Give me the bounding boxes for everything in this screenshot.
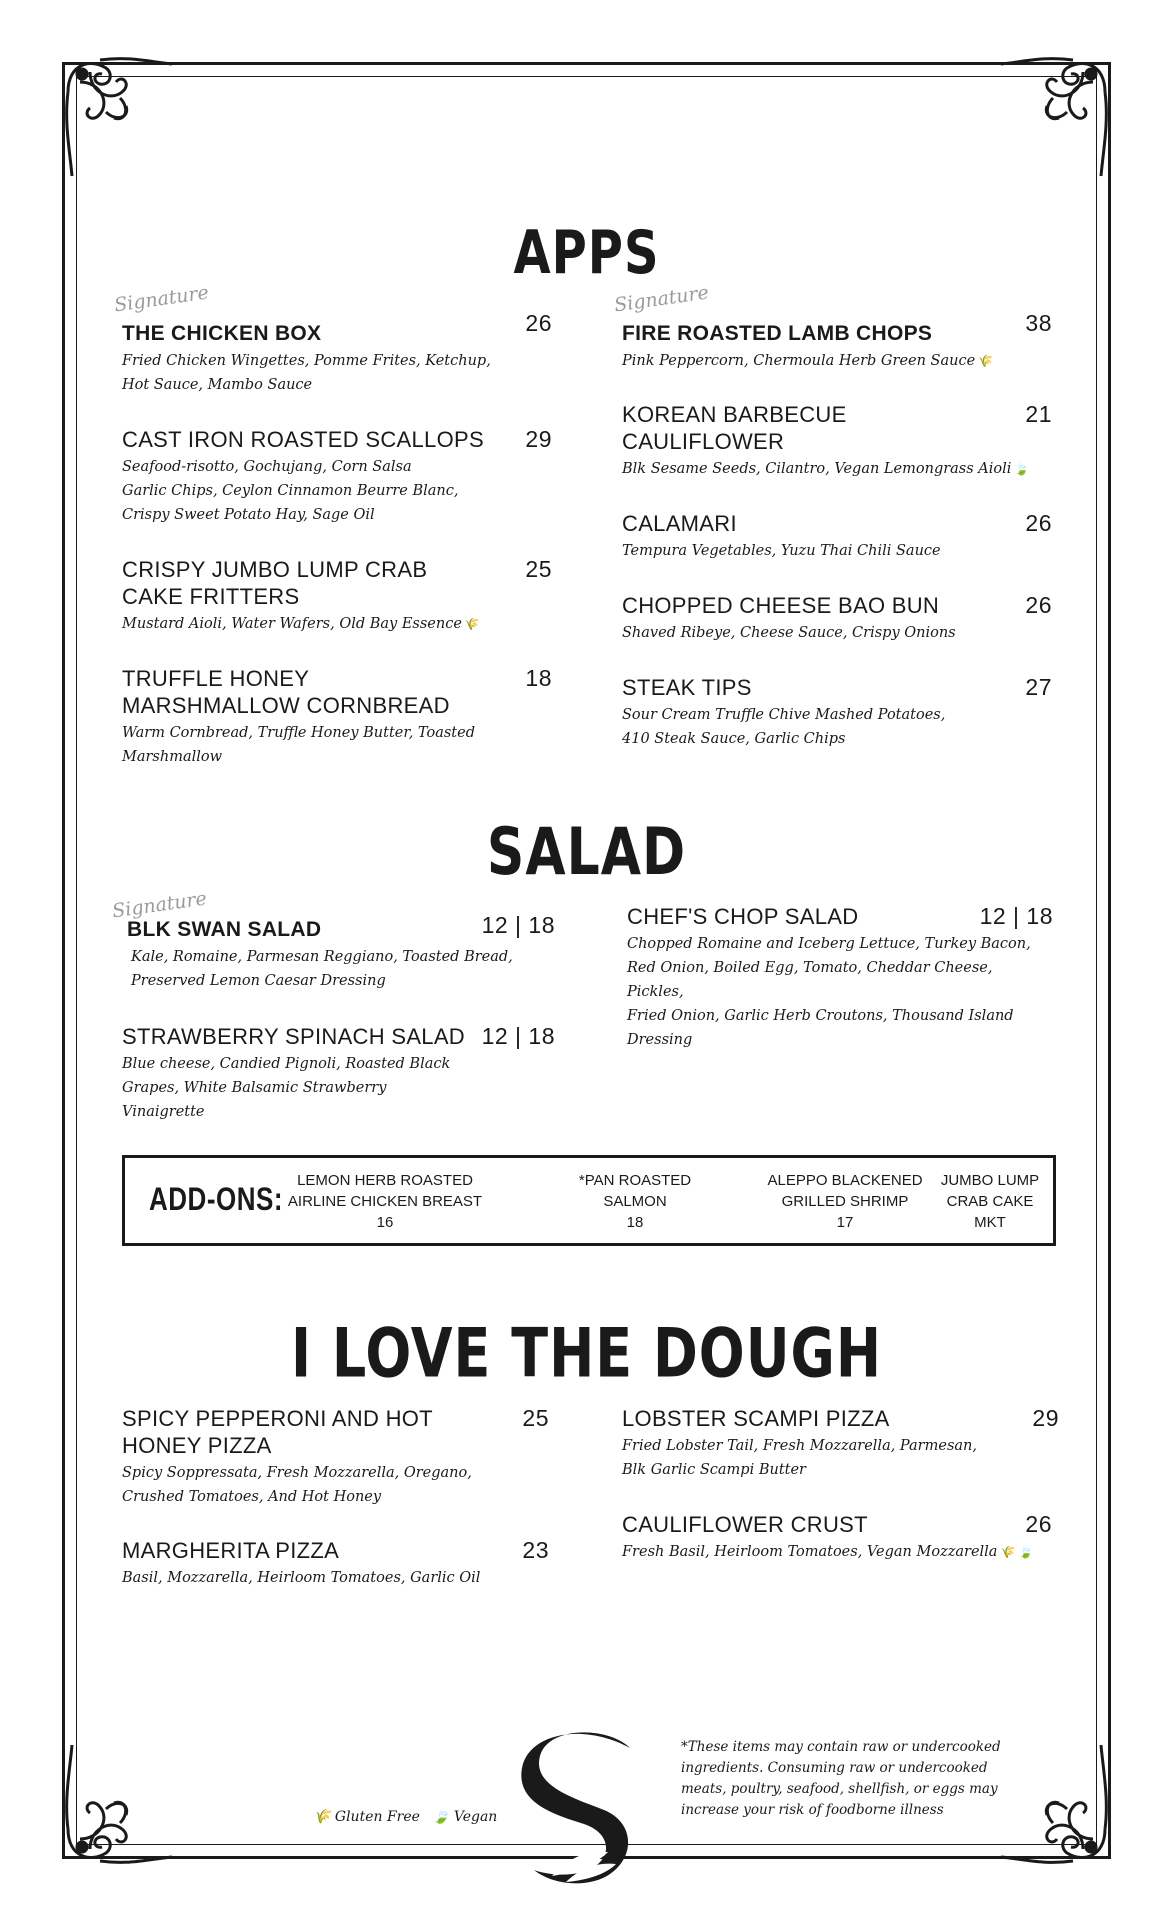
item-description: Tempura Vegetables, Yuzu Thai Chili Sauce: [622, 543, 941, 559]
leaf-icon: 🍃: [1018, 1545, 1034, 1559]
leaf-icon: 🍃: [1014, 462, 1030, 476]
item-description: Mustard Aioli, Water Wafers, Old Bay Essence 🌾: [122, 616, 480, 632]
wheat-icon: 🌾: [978, 354, 994, 368]
menu-item: [627, 903, 1053, 1052]
menu-item: [122, 1405, 549, 1509]
item-price: 38: [1025, 310, 1052, 336]
item-description: Seafood-risotto, Gochujang, Corn Salsa Garlic Chips, Ceylon Cinnamon Beurre Blanc, Crispy Sweet Potato Hay, Sage Oil: [122, 459, 459, 523]
signature-label: Signature: [110, 887, 209, 923]
addon-item: *PAN ROASTED SALMON 18: [578, 1172, 692, 1231]
item-description: Fresh Basil, Heirloom Tomatoes, Vegan Mozzarella 🌾 🍃: [622, 1544, 1034, 1560]
item-price: 25: [522, 1405, 549, 1431]
menu-item: [622, 1511, 1052, 1564]
menu-item: [122, 1537, 549, 1590]
item-name: MARGHERITA PIZZA: [122, 1538, 340, 1563]
item-description: Fried Chicken Wingettes, Pomme Frites, Ketchup, Hot Sauce, Mambo Sauce: [122, 353, 491, 393]
legend-vegan: 🍃 Vegan: [432, 1809, 498, 1825]
item-description: Sour Cream Truffle Chive Mashed Potatoes, 410 Steak Sauce, Garlic Chips: [622, 707, 946, 747]
item-description: Blk Sesame Seeds, Cilantro, Vegan Lemongrass Aioli 🍃: [622, 461, 1030, 477]
ornament-corner-icon: [60, 52, 180, 182]
item-name: LOBSTER SCAMPI PIZZA: [622, 1406, 890, 1431]
item-name: KOREAN BARBECUE CAULIFLOWER: [622, 402, 847, 454]
menu-item: [122, 426, 552, 527]
menu-item: [622, 592, 1052, 645]
item-name: TRUFFLE HONEY MARSHMALLOW CORNBREAD: [122, 666, 450, 718]
item-price: 26: [525, 310, 552, 336]
item-price: 29: [1032, 1405, 1059, 1431]
item-description: Basil, Mozzarella, Heirloom Tomatoes, Garlic Oil: [122, 1570, 481, 1586]
item-price: 27: [1025, 674, 1052, 700]
wheat-icon: 🌾: [1000, 1545, 1016, 1559]
item-price: 12 | 18: [979, 903, 1053, 929]
menu-item: [622, 401, 1052, 481]
item-price: 25: [525, 556, 552, 582]
item-price: 21: [1025, 401, 1052, 427]
disclaimer: *These items may contain raw or undercooked ingredients. Consuming raw or undercooked meats, poultry, seafood, shellfish, or eggs may increase your risk of foodborne illness: [681, 1739, 1001, 1818]
item-name: CAST IRON ROASTED SCALLOPS: [122, 427, 484, 452]
legend-gluten-free: 🌾 Gluten Free: [313, 1809, 420, 1825]
signature-label: Signature: [612, 281, 711, 317]
item-price: 26: [1025, 510, 1052, 536]
item-price: 23: [522, 1537, 549, 1563]
item-name: CAULIFLOWER CRUST: [622, 1512, 868, 1537]
item-price: 26: [1025, 1511, 1052, 1537]
menu-item: [622, 310, 1052, 373]
addons-box: [122, 1155, 1056, 1246]
menu-item: [622, 1405, 1059, 1482]
item-name: FIRE ROASTED LAMB CHOPS: [622, 322, 933, 345]
item-name: BLK SWAN SALAD: [127, 918, 322, 941]
item-price: 29: [525, 426, 552, 452]
item-description: Chopped Romaine and Iceberg Lettuce, Turkey Bacon, Red Onion, Boiled Egg, Tomato, Cheddar Cheese, Pickles, Fried Onion, Garlic Herb Croutons, Thousand Island Dressing: [627, 936, 1031, 1048]
menu-item: [122, 665, 552, 769]
item-description: Blue cheese, Candied Pignoli, Roasted Black Grapes, White Balsamic Strawberry Vinaigrette: [122, 1056, 451, 1120]
addon-item: LEMON HERB ROASTED AIRLINE CHICKEN BREAST 16: [287, 1172, 483, 1231]
item-price: 12 | 18: [481, 1023, 555, 1049]
menu-item: [622, 674, 1052, 751]
item-name: CHEF'S CHOP SALAD: [627, 904, 859, 929]
signature-label: Signature: [112, 281, 211, 317]
menu-item: [122, 556, 552, 636]
item-description: Fried Lobster Tail, Fresh Mozzarella, Parmesan, Blk Garlic Scampi Butter: [622, 1438, 977, 1478]
swan-logo: [512, 1726, 652, 1896]
item-price: 12 | 18: [481, 912, 555, 938]
item-description: Warm Cornbread, Truffle Honey Butter, Toasted Marshmallow: [122, 725, 475, 765]
menu-item: [622, 510, 1052, 563]
menu-item: [127, 912, 555, 993]
addon-item: ALEPPO BLACKENED GRILLED SHRIMP 17: [767, 1172, 923, 1231]
item-price: 26: [1025, 592, 1052, 618]
ornament-corner-icon: [993, 1739, 1113, 1869]
item-description: Pink Peppercorn, Chermoula Herb Green Sauce 🌾: [622, 353, 994, 369]
ornament-corner-icon: [993, 52, 1113, 182]
menu-item: [122, 1023, 555, 1124]
item-name: SPICY PEPPERONI AND HOT HONEY PIZZA: [122, 1406, 433, 1458]
item-description: Spicy Soppressata, Fresh Mozzarella, Oregano, Crushed Tomatoes, And Hot Honey: [122, 1465, 472, 1505]
item-name: STRAWBERRY SPINACH SALAD: [122, 1024, 465, 1049]
item-name: CRISPY JUMBO LUMP CRAB CAKE FRITTERS: [122, 557, 428, 609]
wheat-icon: 🌾: [464, 617, 480, 631]
addon-item: JUMBO LUMP CRAB CAKE MKT: [940, 1172, 1040, 1231]
menu-item: [122, 310, 552, 397]
ornament-corner-icon: [60, 1739, 180, 1869]
item-name: CHOPPED CHEESE BAO BUN: [622, 593, 940, 618]
item-description: Kale, Romaine, Parmesan Reggiano, Toasted Bread, Preserved Lemon Caesar Dressing: [131, 949, 513, 989]
item-name: CALAMARI: [622, 511, 737, 536]
item-price: 18: [525, 665, 552, 691]
wheat-icon: 🌾: [313, 1809, 331, 1825]
item-description: Shaved Ribeye, Cheese Sauce, Crispy Onions: [622, 625, 956, 641]
item-name: STEAK TIPS: [622, 675, 752, 700]
section-title-dough: I LOVE THE DOUGH: [290, 1314, 883, 1393]
section-title-apps: APPS: [513, 218, 660, 288]
addons-title: ADD-ONS:: [149, 1180, 283, 1218]
section-title-salad: SALAD: [486, 815, 687, 890]
leaf-icon: 🍃: [432, 1809, 450, 1825]
item-name: THE CHICKEN BOX: [122, 322, 322, 345]
